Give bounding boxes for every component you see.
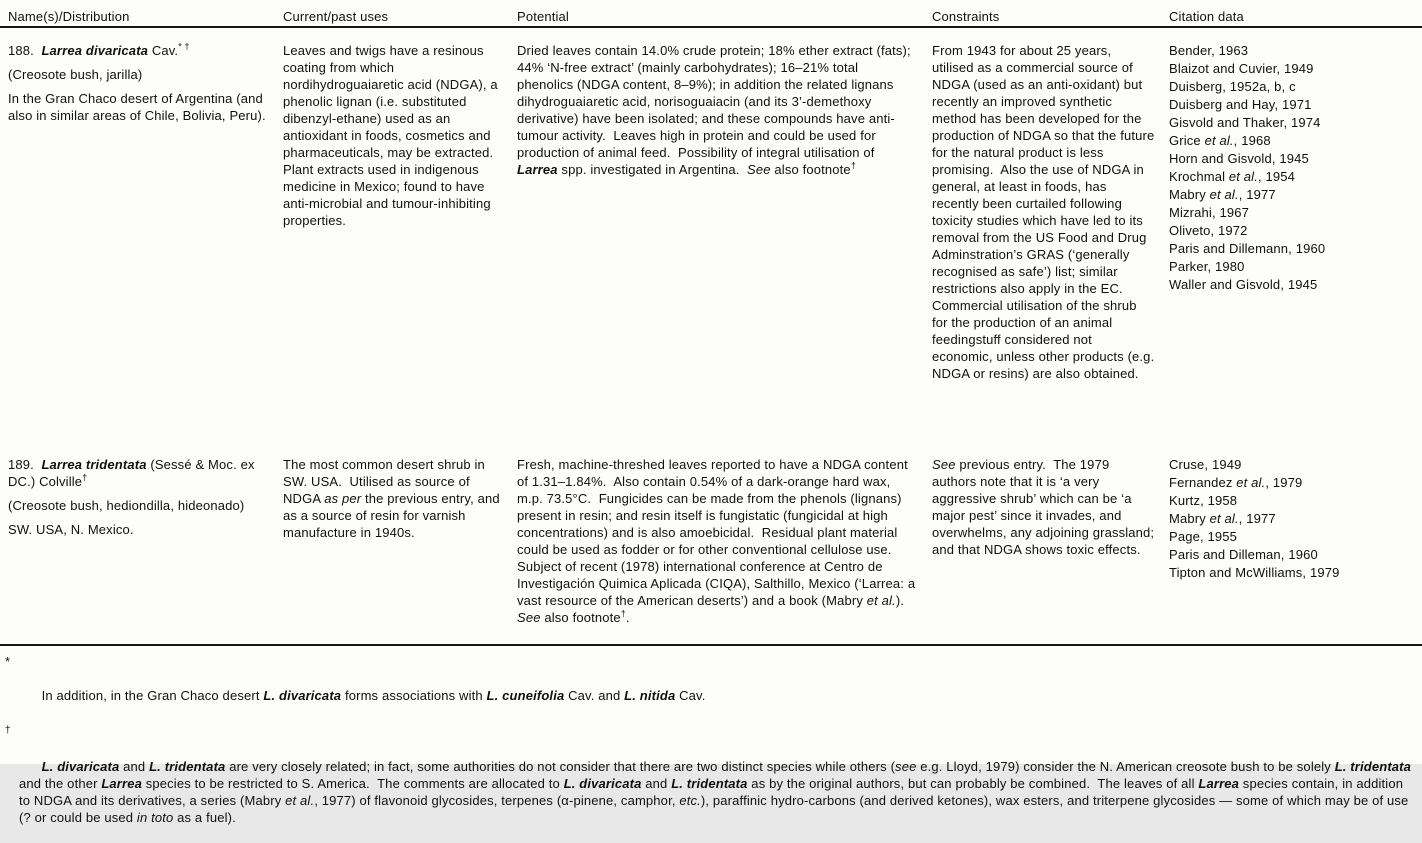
citation-item: Duisberg, 1952a, b, c	[1169, 79, 1296, 94]
dagger-marker: †	[5, 725, 11, 736]
footnote-asterisk-text: In addition, in the Gran Chaco desert L. divaricata forms associations with L. cuneifolia Cav. and L. nitida Cav.	[41, 688, 706, 703]
entry-189-distribution: SW. USA, N. Mexico.	[8, 522, 134, 537]
citation-item: Horn and Gisvold, 1945	[1169, 151, 1309, 166]
entry-189-constraints-text: See previous entry. The 1979 authors note that it is ‘a very aggressive shrub’ which can be ‘a major pest’ since it invades, and overwhelms, any adjoining grassland; and that NDGA shows toxic effects.	[932, 457, 1158, 557]
footnote-dagger-text: L. divaricata and L. tridentata are very closely related; in fact, some authorities do not consider that there are two distinct species while others (see e.g. Lloyd, 1979) consider the N. American creosote bush to be solely L. tridentata and the other Larrea species to be restricted to S. America. The comments are allocated to L. divaricata and L. tridentata as by the original authors, but can probably be combined. The leaves of all Larrea species contain, in addition to NDGA and its derivatives, a series (Mabry et al., 1977) of flavonoid glycosides, terpenes (α-pinene, camphor, etc.), paraffinic hydro-carbons (and derived ketones), wax esters, and triterpene glycosides — some of which may be of use (? or could be used in toto as a fuel).	[19, 759, 1415, 825]
column-header-names-distribution: Name(s)/Distribution	[8, 9, 130, 24]
entry-188-uses-cell	[283, 28, 517, 448]
entry-188-distribution: In the Gran Chaco desert of Argentina (and also in similar areas of Chile, Bolivia, Peru).	[8, 91, 267, 123]
asterisk-marker: *	[5, 654, 11, 669]
citation-item: Blaizot and Cuvier, 1949	[1169, 61, 1314, 76]
citation-item: Mabry et al., 1977	[1169, 187, 1276, 202]
column-header-potential: Potential	[517, 9, 569, 24]
citation-item: Tipton and McWilliams, 1979	[1169, 565, 1340, 580]
table-row-entry-189	[0, 448, 1422, 644]
entry-188-constraints-text: From 1943 for about 25 years, utilised as a commercial source of NDGA (used as an anti-oxidant) but recently an improved synthetic method has been developed for the production of NDGA so that the future for the natural product is less promising. Also the use of NDGA in general, at least in foods, has recently been curtailed following toxicity studies which have led to its removal from the US Food and Drug Adminstration’s GRAS (‘generally recognised as safe’) list; similar restrictions also apply in the EC. Commercial utilisation of the shrub for the production of an animal feedingstuff considered not economic, unless other products (e.g. NDGA or resins) are also obtained.	[932, 43, 1159, 381]
footnotes-section	[0, 646, 1422, 843]
citation-item: Parker, 1980	[1169, 259, 1245, 274]
entry-189-name-distribution-cell	[0, 448, 283, 644]
column-header-constraints: Constraints	[932, 9, 1000, 24]
citation-item: Kurtz, 1958	[1169, 493, 1238, 508]
citation-item: Oliveto, 1972	[1169, 223, 1248, 238]
citation-item: Gisvold and Thaker, 1974	[1169, 115, 1321, 130]
entry-189-common-names: (Creosote bush, hediondilla, hideonado)	[8, 498, 245, 513]
footnote-asterisk	[5, 653, 1412, 721]
column-header-current-past-uses: Current/past uses	[283, 9, 389, 24]
citation-item: Fernandez et al., 1979	[1169, 475, 1303, 490]
entry-189-constraints-cell	[932, 448, 1169, 644]
table-header-row	[0, 0, 1422, 26]
entry-188-name-distribution-cell	[0, 28, 283, 448]
citation-item: Paris and Dillemann, 1960	[1169, 241, 1326, 256]
entry-189-species-name: 189. Larrea tridentata (Sessé & Moc. ex DC.) Colville†	[8, 457, 259, 489]
entry-188-constraints-cell	[932, 28, 1169, 448]
citation-item: Mabry et al., 1977	[1169, 511, 1276, 526]
citation-item: Mizrahi, 1967	[1169, 205, 1249, 220]
entry-189-potential-cell	[517, 448, 932, 644]
column-header-citation-data: Citation data	[1169, 9, 1244, 24]
entry-189-uses-text: The most common desert shrub in SW. USA. Utilised as source of NDGA as per the previous entry, and as a source of resin for varnish manufacture in 1940s.	[283, 457, 504, 540]
citation-item: Waller and Gisvold, 1945	[1169, 277, 1318, 292]
entry-189-citations-cell	[1169, 448, 1422, 644]
citation-item: Cruse, 1949	[1169, 457, 1242, 472]
entry-188-common-names: (Creosote bush, jarilla)	[8, 67, 143, 82]
entry-188-citations-cell	[1169, 28, 1422, 448]
citation-item: Paris and Dilleman, 1960	[1169, 547, 1318, 562]
citation-item: Page, 1955	[1169, 529, 1238, 544]
table-row-entry-188	[0, 28, 1422, 448]
entry-189-uses-cell	[283, 448, 517, 644]
entry-188-uses-text: Leaves and twigs have a resinous coating from which nordihydroguaiaretic acid (NDGA), a phenolic lignan (i.e. substituted dibenzyl-ethane) used as an antioxidant in foods, cosmetics and pharmaceuticals, may be extracted. Plant extracts used in indigenous medicine in Mexico; found to have anti-microbial and tumour-inhibiting properties.	[283, 43, 502, 228]
entry-188-potential-text: Dried leaves contain 14.0% crude protein; 18% ether extract (fats); 44% ‘N-free extract’ (mainly carbohydrates); 16–21% total phenolics (NDGA content, 8–9%); in addition the related lignans dihydroguaiaretic acid, norisoguaiacin (and its 3’-demethoxy derivative) have been isolated; and these compounds have anti-tumour activity. Leaves high in protein and could be used for production of animal feed. Possibility of integral utilisation of Larrea spp. investigated in Argentina. See also footnote†	[517, 43, 915, 177]
citation-item: Duisberg and Hay, 1971	[1169, 97, 1312, 112]
entry-189-potential-text: Fresh, machine-threshed leaves reported to have a NDGA content of 1.31–1.84%. Also contain 0.54% of a dark-orange hard wax, m.p. 73.5°C. Fungicides can be made from the phenols (lignans) present in resin; and resin itself is fungistatic (fungicidal at high concentrations) and is also amoebicidal. Residual plant material could be used as fodder or for other conventional cellulose use. Subject of recent (1978) international conference at Centro de Investigación Quimica Aplicada (CIQA), Salthillo, Mexico (‘Larrea: a vast resource of the American deserts’) and a book (Mabry et al.). See also footnote†.	[517, 457, 919, 625]
entry-188-potential-cell	[517, 28, 932, 448]
citation-item: Bender, 1963	[1169, 43, 1249, 58]
citation-item: Krochmal et al., 1954	[1169, 169, 1296, 184]
footnote-dagger	[5, 724, 1415, 843]
entry-188-species-name: 188. Larrea divaricata Cav.* †	[8, 41, 190, 58]
citation-item: Grice et al., 1968	[1169, 133, 1271, 148]
